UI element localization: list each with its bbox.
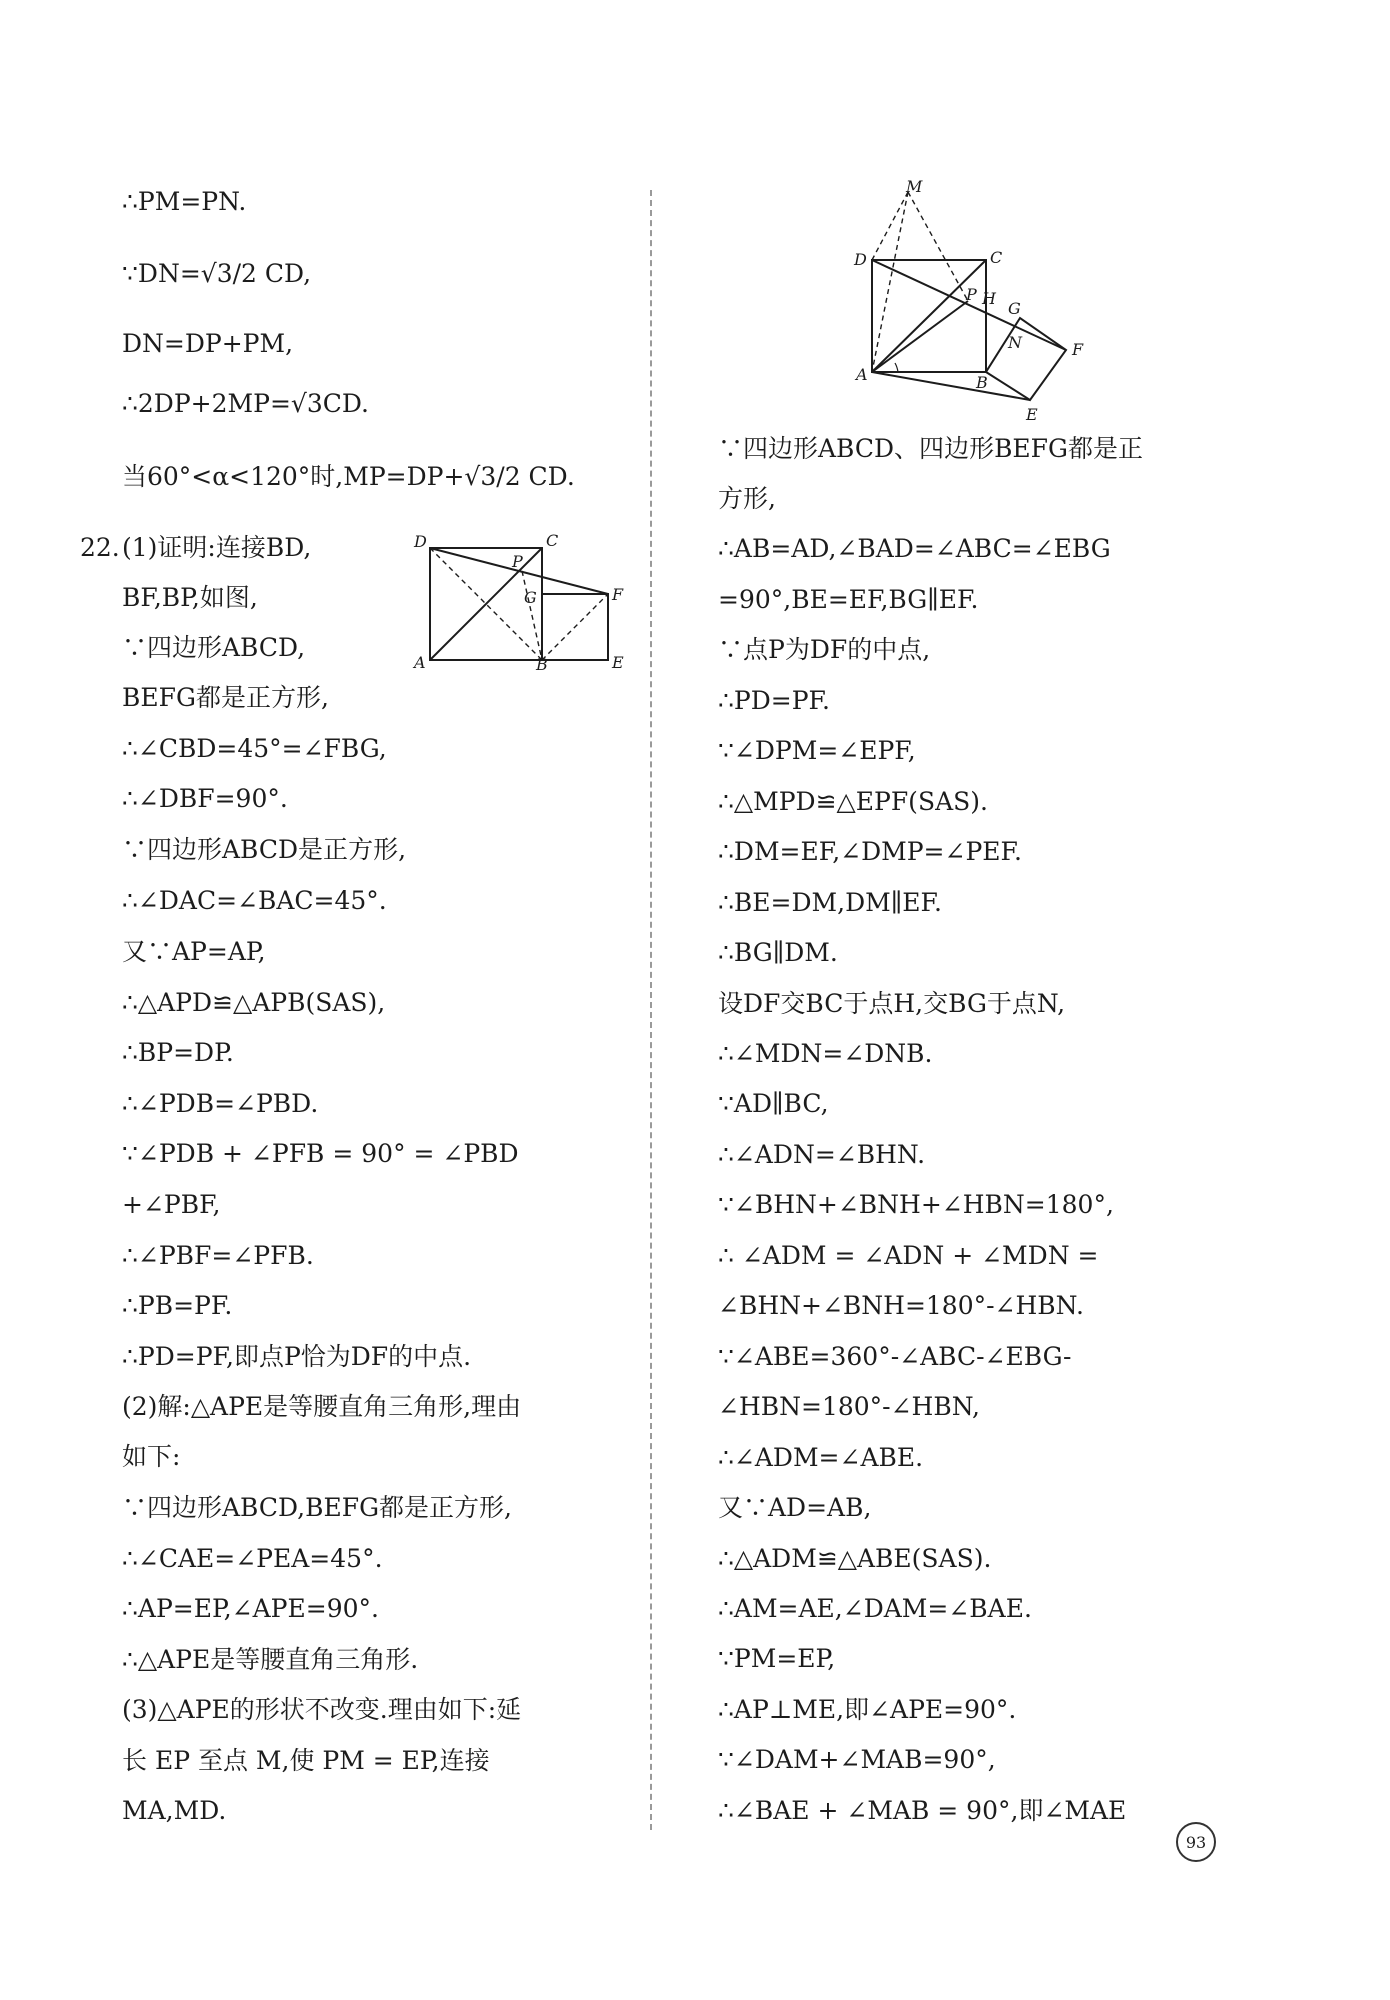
label-A: A bbox=[856, 365, 868, 384]
text-line: =90°,BE=EF,BG∥EF. bbox=[718, 585, 979, 614]
text-line: 长 EP 至点 M,使 PM = EP,连接 bbox=[122, 1746, 490, 1775]
text-line: ∴BG∥DM. bbox=[718, 938, 838, 967]
text-line: ∵∠ABE=360°-∠ABC-∠EBG- bbox=[718, 1342, 1072, 1371]
text-line: ∴AM=AE,∠DAM=∠BAE. bbox=[718, 1594, 1032, 1623]
text-line: ∵DN=√3/2 CD, bbox=[122, 259, 312, 288]
label-P: P bbox=[966, 285, 977, 304]
text-line: ∵∠BHN+∠BNH+∠HBN=180°, bbox=[718, 1190, 1114, 1219]
text-line: ∴△APD≌△APB(SAS), bbox=[122, 988, 386, 1017]
text-line: ∵AD∥BC, bbox=[718, 1089, 829, 1118]
text-line: ∠HBN=180°-∠HBN, bbox=[718, 1392, 980, 1421]
label-E: E bbox=[612, 653, 624, 670]
text-line: ∴PM=PN. bbox=[122, 187, 247, 216]
text-line: ∴AB=AD,∠BAD=∠ABC=∠EBG bbox=[718, 534, 1111, 563]
text-line: ∴2DP+2MP=√3CD. bbox=[122, 389, 369, 418]
text-line: ∵四边形ABCD是正方形, bbox=[122, 835, 407, 864]
text-line: 又∵AD=AB, bbox=[718, 1493, 872, 1522]
geometry-figure-2 bbox=[850, 180, 1100, 425]
label-M: M bbox=[906, 180, 923, 196]
label-P: P bbox=[512, 552, 523, 571]
text-line: +∠PBF, bbox=[122, 1190, 221, 1219]
text-line: 方形, bbox=[718, 484, 776, 513]
label-A: A bbox=[414, 653, 426, 670]
text-line: ∴ ∠ADM = ∠ADN + ∠MDN = bbox=[718, 1241, 1099, 1270]
text-line: ∠BHN+∠BNH=180°-∠HBN. bbox=[718, 1291, 1084, 1320]
text-line: 22. (1)证明:连接BD, bbox=[122, 531, 311, 565]
text-line: ∴△MPD≌△EPF(SAS). bbox=[718, 787, 988, 816]
text-line: 设DF交BC于点H,交BG于点N, bbox=[718, 989, 1066, 1018]
column-divider bbox=[650, 190, 652, 1830]
text-line: ∴BE=DM,DM∥EF. bbox=[718, 888, 942, 917]
label-G: G bbox=[524, 588, 537, 607]
text-line: ∵∠DPM=∠EPF, bbox=[718, 736, 916, 765]
label-F: F bbox=[1072, 340, 1084, 359]
text-line: ∵∠PDB + ∠PFB = 90° = ∠PBD bbox=[122, 1139, 519, 1168]
question-number: 22. bbox=[80, 533, 120, 562]
label-B: B bbox=[976, 373, 988, 392]
text-line: ∴PD=PF. bbox=[718, 686, 830, 715]
geometry-figure-1 bbox=[412, 530, 624, 670]
label-N: N bbox=[1008, 333, 1022, 352]
text-line: MA,MD. bbox=[122, 1796, 227, 1825]
text-line: ∴∠CBD=45°=∠FBG, bbox=[122, 734, 387, 763]
text-line: ∴∠DBF=90°. bbox=[122, 784, 288, 813]
text-line: ∴∠PBF=∠PFB. bbox=[122, 1241, 314, 1270]
text-line: 又∵AP=AP, bbox=[122, 937, 266, 966]
label-B: B bbox=[536, 655, 548, 670]
text-line: ∴∠CAE=∠PEA=45°. bbox=[122, 1544, 383, 1573]
text-line: ∴DM=EF,∠DMP=∠PEF. bbox=[718, 837, 1022, 866]
text-line: (3)△APE的形状不改变.理由如下:延 bbox=[122, 1695, 522, 1724]
text-line: BF,BP,如图, bbox=[122, 583, 258, 612]
text-line: (2)解:△APE是等腰直角三角形,理由 bbox=[122, 1392, 522, 1421]
label-H: H bbox=[982, 289, 996, 308]
text-line: DN=DP+PM, bbox=[122, 329, 294, 358]
label-E: E bbox=[1026, 405, 1038, 424]
text-line: ∵四边形ABCD, bbox=[122, 633, 306, 662]
label-D: D bbox=[414, 532, 427, 551]
text-line: ∴∠DAC=∠BAC=45°. bbox=[122, 886, 387, 915]
text-line: ∵四边形ABCD,BEFG都是正方形, bbox=[122, 1493, 513, 1522]
label-D: D bbox=[854, 250, 867, 269]
label-G: G bbox=[1008, 299, 1021, 318]
text-line: ∴∠PDB=∠PBD. bbox=[122, 1089, 319, 1118]
text-line: ∴AP=EP,∠APE=90°. bbox=[122, 1594, 379, 1623]
label-C: C bbox=[990, 248, 1003, 267]
text-line: 如下: bbox=[122, 1442, 181, 1471]
text-line: ∵点P为DF的中点, bbox=[718, 635, 931, 664]
text-line: ∵∠DAM+∠MAB=90°, bbox=[718, 1745, 996, 1774]
text-line: ∴AP⊥ME,即∠APE=90°. bbox=[718, 1695, 1017, 1724]
text-line: ∵PM=EP, bbox=[718, 1644, 836, 1673]
text-line: BEFG都是正方形, bbox=[122, 683, 329, 712]
text-line: 当60°<α<120°时,MP=DP+√3/2 CD. bbox=[122, 462, 575, 491]
text-line: ∴BP=DP. bbox=[122, 1038, 234, 1067]
text-line: ∴PB=PF. bbox=[122, 1291, 233, 1320]
text-line: ∵四边形ABCD、四边形BEFG都是正 bbox=[718, 434, 1144, 463]
text-line: ∴∠BAE + ∠MAB = 90°,即∠MAE bbox=[718, 1796, 1127, 1825]
text-line: ∴∠ADM=∠ABE. bbox=[718, 1443, 924, 1472]
text-line: ∴∠MDN=∠DNB. bbox=[718, 1039, 933, 1068]
label-C: C bbox=[546, 531, 559, 550]
text-line: ∴PD=PF,即点P恰为DF的中点. bbox=[122, 1342, 472, 1371]
text-line: ∴△APE是等腰直角三角形. bbox=[122, 1645, 419, 1674]
label-F: F bbox=[612, 585, 624, 604]
page-number: 93 bbox=[1176, 1822, 1216, 1862]
text-line: ∴△ADM≌△ABE(SAS). bbox=[718, 1544, 992, 1573]
text-line: ∴∠ADN=∠BHN. bbox=[718, 1140, 926, 1169]
